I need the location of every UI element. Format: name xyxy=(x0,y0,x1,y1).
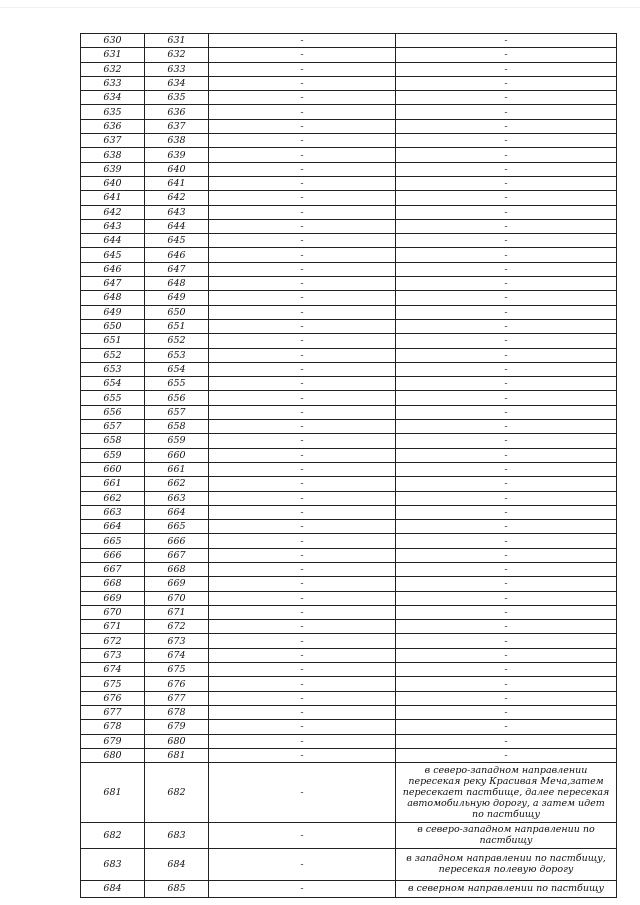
from-point-cell: 640 xyxy=(81,176,145,190)
distance-cell: - xyxy=(209,520,396,534)
boundary-table xyxy=(80,33,617,898)
from-point-cell: 671 xyxy=(81,620,145,634)
from-point-cell: 634 xyxy=(81,91,145,105)
from-point-cell: 678 xyxy=(81,720,145,734)
table-row xyxy=(81,162,617,176)
table-row xyxy=(81,823,617,848)
table-row xyxy=(81,291,617,305)
from-point-cell: 679 xyxy=(81,734,145,748)
description-cell: - xyxy=(396,720,617,734)
distance-cell: - xyxy=(209,176,396,190)
table-row xyxy=(81,134,617,148)
description-cell: - xyxy=(396,348,617,362)
distance-cell: - xyxy=(209,305,396,319)
from-point-cell: 632 xyxy=(81,62,145,76)
to-point-cell: 683 xyxy=(145,823,209,848)
distance-cell: - xyxy=(209,648,396,662)
to-point-cell: 678 xyxy=(145,705,209,719)
description-cell: - xyxy=(396,505,617,519)
distance-cell: - xyxy=(209,334,396,348)
table-row xyxy=(81,634,617,648)
distance-cell: - xyxy=(209,663,396,677)
to-point-cell: 670 xyxy=(145,591,209,605)
description-cell: - xyxy=(396,205,617,219)
to-point-cell: 684 xyxy=(145,848,209,880)
to-point-cell: 632 xyxy=(145,48,209,62)
description-cell: - xyxy=(396,548,617,562)
table-row xyxy=(81,534,617,548)
from-point-cell: 665 xyxy=(81,534,145,548)
distance-cell: - xyxy=(209,720,396,734)
table-row xyxy=(81,462,617,476)
to-point-cell: 651 xyxy=(145,319,209,333)
to-point-cell: 668 xyxy=(145,562,209,576)
from-point-cell: 673 xyxy=(81,648,145,662)
description-cell: - xyxy=(396,105,617,119)
distance-cell: - xyxy=(209,763,396,823)
distance-cell: - xyxy=(209,691,396,705)
from-point-cell: 660 xyxy=(81,462,145,476)
description-cell: - xyxy=(396,134,617,148)
description-cell: в северном направлении по пастбищу xyxy=(396,880,617,897)
to-point-cell: 646 xyxy=(145,248,209,262)
to-point-cell: 637 xyxy=(145,119,209,133)
from-point-cell: 676 xyxy=(81,691,145,705)
distance-cell: - xyxy=(209,634,396,648)
to-point-cell: 642 xyxy=(145,191,209,205)
to-point-cell: 666 xyxy=(145,534,209,548)
distance-cell: - xyxy=(209,391,396,405)
distance-cell: - xyxy=(209,677,396,691)
description-cell: - xyxy=(396,477,617,491)
distance-cell: - xyxy=(209,48,396,62)
distance-cell: - xyxy=(209,377,396,391)
table-row xyxy=(81,577,617,591)
distance-cell: - xyxy=(209,705,396,719)
from-point-cell: 635 xyxy=(81,105,145,119)
distance-cell: - xyxy=(209,434,396,448)
description-cell: в западном направлении по пастбищу, пересекая полевую дорогу xyxy=(396,848,617,880)
table-row xyxy=(81,105,617,119)
description-cell: - xyxy=(396,219,617,233)
distance-cell: - xyxy=(209,191,396,205)
from-point-cell: 647 xyxy=(81,277,145,291)
distance-cell: - xyxy=(209,448,396,462)
from-point-cell: 670 xyxy=(81,605,145,619)
from-point-cell: 648 xyxy=(81,291,145,305)
from-point-cell: 642 xyxy=(81,205,145,219)
distance-cell: - xyxy=(209,605,396,619)
to-point-cell: 669 xyxy=(145,577,209,591)
table-row xyxy=(81,91,617,105)
from-point-cell: 680 xyxy=(81,748,145,762)
from-point-cell: 656 xyxy=(81,405,145,419)
table-row xyxy=(81,277,617,291)
table-row xyxy=(81,248,617,262)
distance-cell: - xyxy=(209,362,396,376)
description-cell: - xyxy=(396,462,617,476)
to-point-cell: 652 xyxy=(145,334,209,348)
to-point-cell: 661 xyxy=(145,462,209,476)
to-point-cell: 634 xyxy=(145,76,209,90)
distance-cell: - xyxy=(209,262,396,276)
distance-cell: - xyxy=(209,591,396,605)
description-cell: - xyxy=(396,191,617,205)
from-point-cell: 659 xyxy=(81,448,145,462)
description-cell: - xyxy=(396,520,617,534)
to-point-cell: 657 xyxy=(145,405,209,419)
to-point-cell: 636 xyxy=(145,105,209,119)
distance-cell: - xyxy=(209,505,396,519)
description-cell: - xyxy=(396,48,617,62)
table-row xyxy=(81,562,617,576)
table-row xyxy=(81,305,617,319)
from-point-cell: 655 xyxy=(81,391,145,405)
table-row xyxy=(81,434,617,448)
to-point-cell: 681 xyxy=(145,748,209,762)
table-row xyxy=(81,648,617,662)
from-point-cell: 653 xyxy=(81,362,145,376)
table-body xyxy=(81,34,617,898)
table-row xyxy=(81,34,617,48)
from-point-cell: 644 xyxy=(81,234,145,248)
distance-cell: - xyxy=(209,420,396,434)
from-point-cell: 668 xyxy=(81,577,145,591)
table-row xyxy=(81,377,617,391)
table-row xyxy=(81,319,617,333)
description-cell: - xyxy=(396,534,617,548)
table-row xyxy=(81,48,617,62)
distance-cell: - xyxy=(209,491,396,505)
distance-cell: - xyxy=(209,880,396,897)
to-point-cell: 685 xyxy=(145,880,209,897)
table-row xyxy=(81,677,617,691)
distance-cell: - xyxy=(209,205,396,219)
to-point-cell: 664 xyxy=(145,505,209,519)
to-point-cell: 671 xyxy=(145,605,209,619)
from-point-cell: 682 xyxy=(81,823,145,848)
table-row xyxy=(81,705,617,719)
to-point-cell: 680 xyxy=(145,734,209,748)
distance-cell: - xyxy=(209,291,396,305)
from-point-cell: 649 xyxy=(81,305,145,319)
distance-cell: - xyxy=(209,91,396,105)
distance-cell: - xyxy=(209,62,396,76)
from-point-cell: 639 xyxy=(81,162,145,176)
description-cell: - xyxy=(396,577,617,591)
from-point-cell: 643 xyxy=(81,219,145,233)
distance-cell: - xyxy=(209,248,396,262)
table-row xyxy=(81,448,617,462)
to-point-cell: 635 xyxy=(145,91,209,105)
table-row xyxy=(81,362,617,376)
description-cell: - xyxy=(396,634,617,648)
table-row xyxy=(81,848,617,880)
table-row xyxy=(81,720,617,734)
from-point-cell: 683 xyxy=(81,848,145,880)
to-point-cell: 640 xyxy=(145,162,209,176)
distance-cell: - xyxy=(209,477,396,491)
from-point-cell: 646 xyxy=(81,262,145,276)
from-point-cell: 631 xyxy=(81,48,145,62)
distance-cell: - xyxy=(209,105,396,119)
from-point-cell: 645 xyxy=(81,248,145,262)
from-point-cell: 641 xyxy=(81,191,145,205)
from-point-cell: 684 xyxy=(81,880,145,897)
to-point-cell: 662 xyxy=(145,477,209,491)
description-cell: - xyxy=(396,176,617,190)
to-point-cell: 682 xyxy=(145,763,209,823)
description-cell: - xyxy=(396,620,617,634)
from-point-cell: 677 xyxy=(81,705,145,719)
table-row xyxy=(81,505,617,519)
from-point-cell: 661 xyxy=(81,477,145,491)
from-point-cell: 651 xyxy=(81,334,145,348)
to-point-cell: 639 xyxy=(145,148,209,162)
table-row xyxy=(81,176,617,190)
table-row xyxy=(81,748,617,762)
to-point-cell: 675 xyxy=(145,663,209,677)
distance-cell: - xyxy=(209,748,396,762)
from-point-cell: 636 xyxy=(81,119,145,133)
from-point-cell: 658 xyxy=(81,434,145,448)
to-point-cell: 654 xyxy=(145,362,209,376)
distance-cell: - xyxy=(209,219,396,233)
distance-cell: - xyxy=(209,277,396,291)
table-row xyxy=(81,520,617,534)
table-row xyxy=(81,205,617,219)
distance-cell: - xyxy=(209,234,396,248)
distance-cell: - xyxy=(209,823,396,848)
description-cell: - xyxy=(396,734,617,748)
distance-cell: - xyxy=(209,348,396,362)
from-point-cell: 672 xyxy=(81,634,145,648)
to-point-cell: 667 xyxy=(145,548,209,562)
description-cell: в северо-западном направлении по пастбищу xyxy=(396,823,617,848)
from-point-cell: 663 xyxy=(81,505,145,519)
description-cell: - xyxy=(396,491,617,505)
to-point-cell: 644 xyxy=(145,219,209,233)
description-cell: - xyxy=(396,305,617,319)
to-point-cell: 633 xyxy=(145,62,209,76)
from-point-cell: 657 xyxy=(81,420,145,434)
description-cell: - xyxy=(396,748,617,762)
to-point-cell: 679 xyxy=(145,720,209,734)
table-row xyxy=(81,62,617,76)
from-point-cell: 662 xyxy=(81,491,145,505)
distance-cell: - xyxy=(209,405,396,419)
table-row xyxy=(81,219,617,233)
description-cell: - xyxy=(396,434,617,448)
description-cell: - xyxy=(396,391,617,405)
table-row xyxy=(81,348,617,362)
to-point-cell: 663 xyxy=(145,491,209,505)
description-cell: - xyxy=(396,691,617,705)
description-cell: - xyxy=(396,448,617,462)
to-point-cell: 648 xyxy=(145,277,209,291)
description-cell: - xyxy=(396,705,617,719)
from-point-cell: 637 xyxy=(81,134,145,148)
description-cell: - xyxy=(396,377,617,391)
table-row xyxy=(81,148,617,162)
to-point-cell: 660 xyxy=(145,448,209,462)
table-row xyxy=(81,477,617,491)
table-row xyxy=(81,405,617,419)
to-point-cell: 676 xyxy=(145,677,209,691)
description-cell: - xyxy=(396,76,617,90)
table-row xyxy=(81,734,617,748)
description-cell: - xyxy=(396,420,617,434)
description-cell: - xyxy=(396,319,617,333)
from-point-cell: 667 xyxy=(81,562,145,576)
description-cell: - xyxy=(396,277,617,291)
from-point-cell: 654 xyxy=(81,377,145,391)
distance-cell: - xyxy=(209,162,396,176)
table-row xyxy=(81,334,617,348)
to-point-cell: 677 xyxy=(145,691,209,705)
description-cell: - xyxy=(396,334,617,348)
table-row xyxy=(81,605,617,619)
table-row xyxy=(81,880,617,897)
description-cell: - xyxy=(396,148,617,162)
from-point-cell: 664 xyxy=(81,520,145,534)
scan-edge-line xyxy=(0,7,640,8)
from-point-cell: 650 xyxy=(81,319,145,333)
to-point-cell: 649 xyxy=(145,291,209,305)
distance-cell: - xyxy=(209,548,396,562)
table-row xyxy=(81,491,617,505)
description-cell: - xyxy=(396,34,617,48)
from-point-cell: 674 xyxy=(81,663,145,677)
table-row xyxy=(81,262,617,276)
distance-cell: - xyxy=(209,34,396,48)
description-cell: - xyxy=(396,248,617,262)
distance-cell: - xyxy=(209,577,396,591)
description-cell: - xyxy=(396,119,617,133)
table-row xyxy=(81,591,617,605)
from-point-cell: 681 xyxy=(81,763,145,823)
description-cell: - xyxy=(396,562,617,576)
distance-cell: - xyxy=(209,734,396,748)
to-point-cell: 643 xyxy=(145,205,209,219)
description-cell: - xyxy=(396,591,617,605)
to-point-cell: 638 xyxy=(145,134,209,148)
from-point-cell: 633 xyxy=(81,76,145,90)
distance-cell: - xyxy=(209,620,396,634)
table-row xyxy=(81,763,617,823)
description-cell: - xyxy=(396,663,617,677)
to-point-cell: 665 xyxy=(145,520,209,534)
table-row xyxy=(81,548,617,562)
to-point-cell: 672 xyxy=(145,620,209,634)
description-cell: - xyxy=(396,262,617,276)
description-cell: - xyxy=(396,362,617,376)
distance-cell: - xyxy=(209,462,396,476)
to-point-cell: 658 xyxy=(145,420,209,434)
description-cell: - xyxy=(396,648,617,662)
to-point-cell: 650 xyxy=(145,305,209,319)
description-cell: - xyxy=(396,62,617,76)
table-row xyxy=(81,620,617,634)
to-point-cell: 673 xyxy=(145,634,209,648)
table-row xyxy=(81,119,617,133)
distance-cell: - xyxy=(209,319,396,333)
to-point-cell: 674 xyxy=(145,648,209,662)
description-cell: - xyxy=(396,405,617,419)
to-point-cell: 631 xyxy=(145,34,209,48)
to-point-cell: 645 xyxy=(145,234,209,248)
distance-cell: - xyxy=(209,562,396,576)
from-point-cell: 669 xyxy=(81,591,145,605)
to-point-cell: 641 xyxy=(145,176,209,190)
distance-cell: - xyxy=(209,134,396,148)
distance-cell: - xyxy=(209,848,396,880)
table-row xyxy=(81,234,617,248)
to-point-cell: 659 xyxy=(145,434,209,448)
description-cell: - xyxy=(396,91,617,105)
table-row xyxy=(81,391,617,405)
from-point-cell: 638 xyxy=(81,148,145,162)
description-cell: - xyxy=(396,234,617,248)
from-point-cell: 630 xyxy=(81,34,145,48)
table-row xyxy=(81,191,617,205)
to-point-cell: 647 xyxy=(145,262,209,276)
description-cell: - xyxy=(396,162,617,176)
to-point-cell: 656 xyxy=(145,391,209,405)
from-point-cell: 675 xyxy=(81,677,145,691)
from-point-cell: 666 xyxy=(81,548,145,562)
from-point-cell: 652 xyxy=(81,348,145,362)
table-row xyxy=(81,663,617,677)
table-row xyxy=(81,76,617,90)
to-point-cell: 653 xyxy=(145,348,209,362)
table-row xyxy=(81,420,617,434)
table-row xyxy=(81,691,617,705)
to-point-cell: 655 xyxy=(145,377,209,391)
distance-cell: - xyxy=(209,76,396,90)
description-cell: - xyxy=(396,291,617,305)
description-cell: - xyxy=(396,677,617,691)
distance-cell: - xyxy=(209,534,396,548)
distance-cell: - xyxy=(209,148,396,162)
description-cell: в северо-западном направлении пересекая реку Красивая Меча,затем пересекает пастбище, далее пересекая автомобильную дорогу, а затем идет по пастбищу xyxy=(396,763,617,823)
description-cell: - xyxy=(396,605,617,619)
distance-cell: - xyxy=(209,119,396,133)
